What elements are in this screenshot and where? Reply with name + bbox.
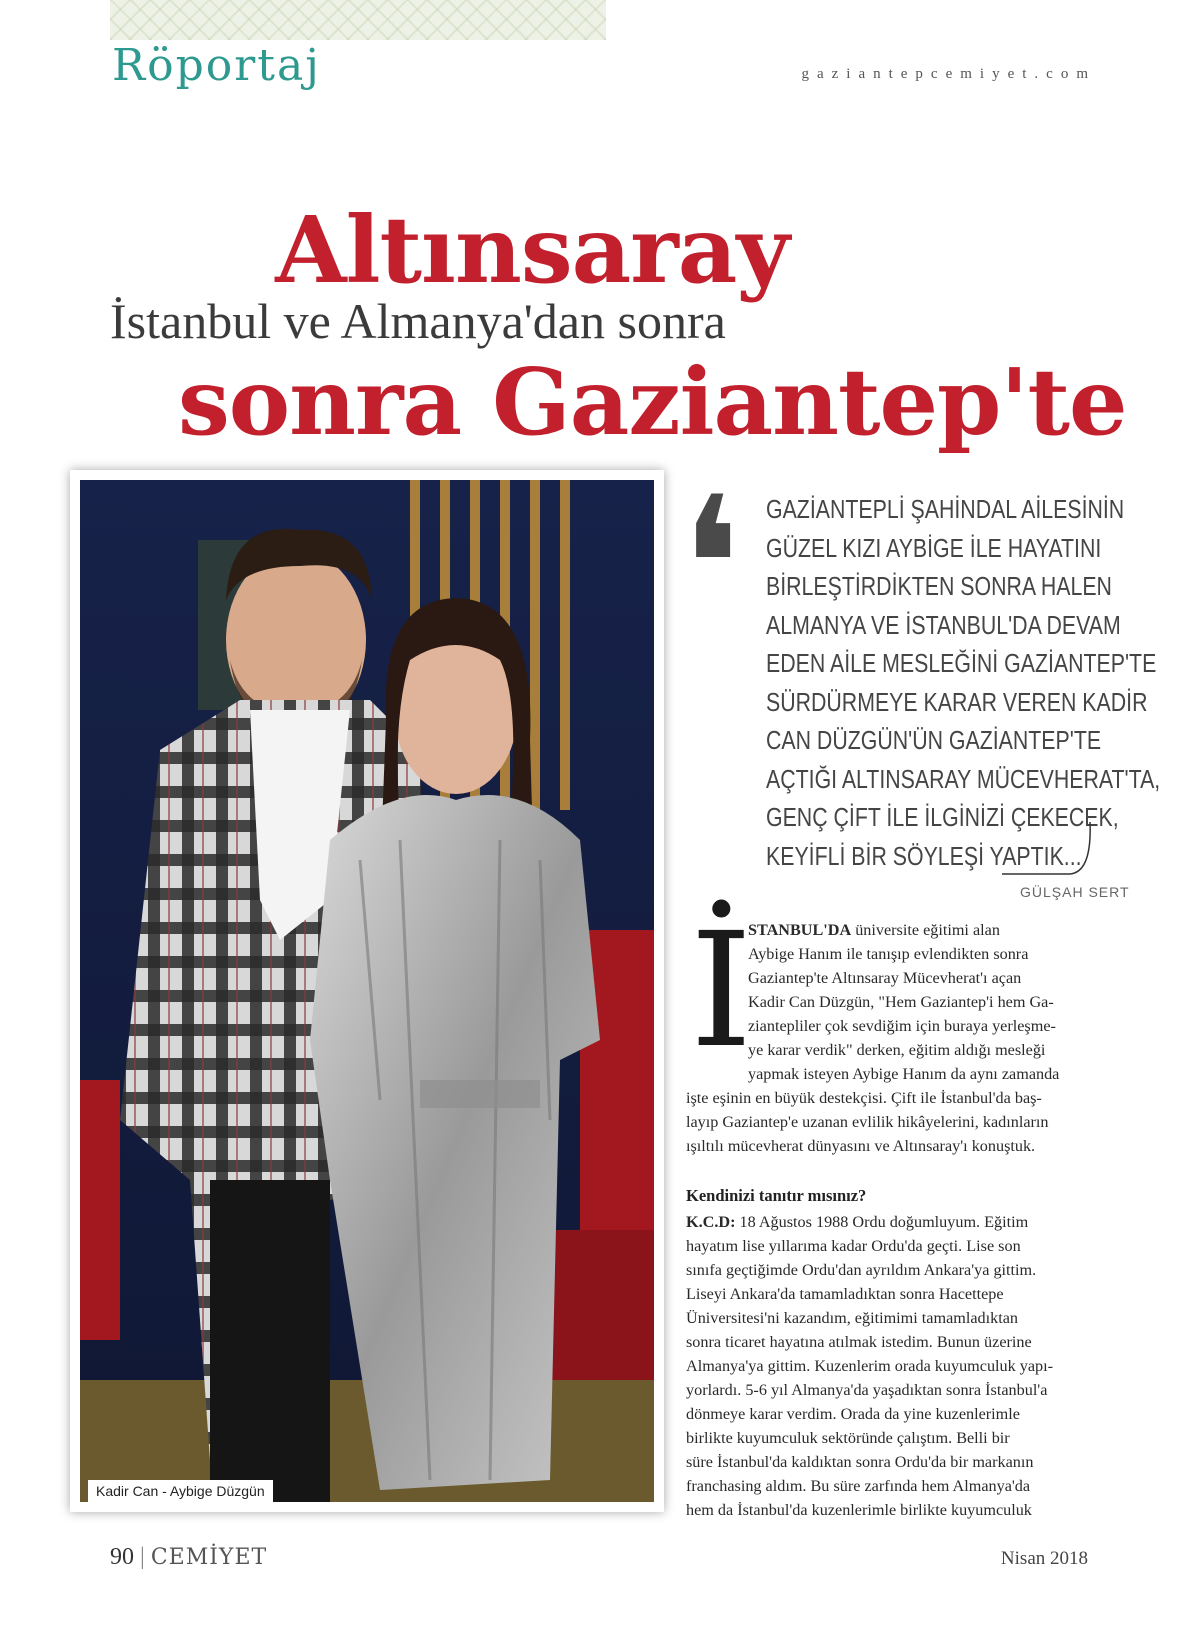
article-line: süre İstanbul'da kaldıktan sonra Ordu'da bir markanın: [686, 1453, 1034, 1471]
article-line: franchasing aldım. Bu süre zarfında hem Almanya'da: [686, 1477, 1031, 1495]
site-url[interactable]: gaziantepcemiyet.com: [801, 66, 1096, 82]
pull-quote-line: AÇTIĞI ALTINSARAY MÜCEVHERAT'TA,: [766, 763, 1161, 794]
pull-quote-line: EDEN AİLE MESLEĞİNİ GAZİANTEP'TE: [766, 648, 1157, 678]
pull-quote-line: ALMANYA VE İSTANBUL'DA DEVAM: [766, 609, 1121, 640]
article-line: [748, 918, 1059, 942]
drop-cap: İ: [690, 899, 753, 1083]
headline-subtitle: İstanbul ve Almanya'dan sonra: [110, 293, 726, 349]
pull-quote-line: GENÇ ÇİFT İLE İLGİNİZİ ÇEKECEK,: [766, 802, 1119, 832]
article-line: ışıltılı mücevherat dünyasını ve Altınsaray'ı konuştuk.: [686, 1137, 1036, 1155]
article-intro-full: [686, 1086, 1049, 1158]
interview-question: Kendinizi tanıtır mısınız?: [686, 1186, 867, 1205]
headline-main: Altınsaray: [275, 196, 789, 304]
issue-date: Nisan 2018: [1000, 1548, 1088, 1569]
article-line: hayatım lise yıllarıma kadar Ordu'da geçti. Lise son: [686, 1237, 1021, 1255]
article-line: dönmeye karar verdim. Orada da yine kuzenlerimle: [686, 1405, 1020, 1423]
article-line: işte eşinin en büyük destekçisi. Çift ile İstanbul'da baş-: [686, 1089, 1042, 1107]
magazine-name: CEMİYET: [150, 1545, 268, 1570]
quote-underline-curve: [1000, 820, 1100, 880]
pull-quote-line: KEYİFLİ BİR SÖYLEŞİ YAPTIK...: [766, 840, 1082, 871]
headline-secondary: sonra Gaziantep'te: [178, 348, 1127, 456]
header-decorative-band: [110, 0, 606, 40]
couple-photo-illustration: [80, 480, 654, 1502]
pull-quote-line: CAN DÜZGÜN'ÜN GAZİANTEP'TE: [766, 725, 1102, 755]
article-line: layıp Gaziantep'e uzanan evlilik hikâyelerini, kadınların: [686, 1113, 1049, 1131]
article-line: Kadir Can Düzgün, "Hem Gaziantep'i hem Ga-: [748, 993, 1054, 1011]
article-intro-indented: [748, 918, 1059, 1086]
photo-caption: Kadir Can - Aybige Düzgün: [88, 1480, 273, 1502]
article-line: sınıfa geçtiğimde Ordu'dan ayrıldım Ankara'ya gittim.: [686, 1261, 1037, 1279]
folio-separator: |: [140, 1544, 145, 1570]
lead-bold: STANBUL'DA: [748, 921, 852, 939]
page-number: 90: [110, 1544, 134, 1570]
article-line: Liseyi Ankara'da tamamladıktan sonra Hacettepe: [686, 1285, 1004, 1303]
pull-quote-line: SÜRDÜRMEYE KARAR VEREN KADİR: [766, 686, 1148, 717]
article-line: Almanya'ya gittim. Kuzenlerim orada kuyumculuk yapı-: [686, 1357, 1054, 1375]
pull-quote: [766, 490, 1161, 875]
author-name: GÜLŞAH SERT: [1020, 884, 1130, 900]
quote-mark-icon: ❛: [680, 456, 742, 677]
couple-photo: [80, 480, 654, 1502]
article-line: Gaziantep'te Altınsaray Mücevherat'ı açan: [748, 969, 1022, 987]
article-line: ye karar verdik" derken, eğitim aldığı mesleği: [748, 1041, 1046, 1059]
pull-quote-line: GAZİANTEPLİ ŞAHİNDAL AİLESİNİN: [766, 494, 1125, 524]
speaker-initials: K.C.D:: [686, 1213, 736, 1231]
article-line: yapmak isteyen Aybige Hanım da aynı zamanda: [748, 1065, 1060, 1083]
article-line: birlikte kuyumculuk sektöründe çalıştım. Belli bir: [686, 1429, 1010, 1447]
article-line: hem da İstanbul'da kuzenlerimle birlikte kuyumculuk: [686, 1501, 1032, 1519]
pull-quote-line: GÜZEL KIZI AYBİGE İLE HAYATINI: [766, 532, 1102, 563]
lead-rest: üniversite eğitimi alan: [851, 921, 1000, 939]
page-folio: [110, 1544, 267, 1571]
article-line: sonra ticaret hayatına atılmak istedim. Bunun üzerine: [686, 1333, 1032, 1351]
pull-quote-line: BİRLEŞTİRDİKTEN SONRA HALEN: [766, 571, 1112, 601]
section-label: Röportaj: [112, 40, 321, 91]
article-line: yorlardı. 5-6 yıl Almanya'da yaşadıktan sonra İstanbul'a: [686, 1381, 1048, 1399]
article-line: K.C.D: 18 Ağustos 1988 Ordu doğumluyum. Eğitim: [686, 1213, 1029, 1231]
article-line: Üniversitesi'ni kazandım, eğitimimi tamamladıktan: [686, 1309, 1018, 1327]
article-line: ziantepliler çok sevdiğim için buraya yerleşme-: [748, 1017, 1056, 1035]
article-line: Aybige Hanım ile tanışıp evlendikten sonra: [748, 945, 1029, 963]
interview-answer: [686, 1210, 1053, 1522]
